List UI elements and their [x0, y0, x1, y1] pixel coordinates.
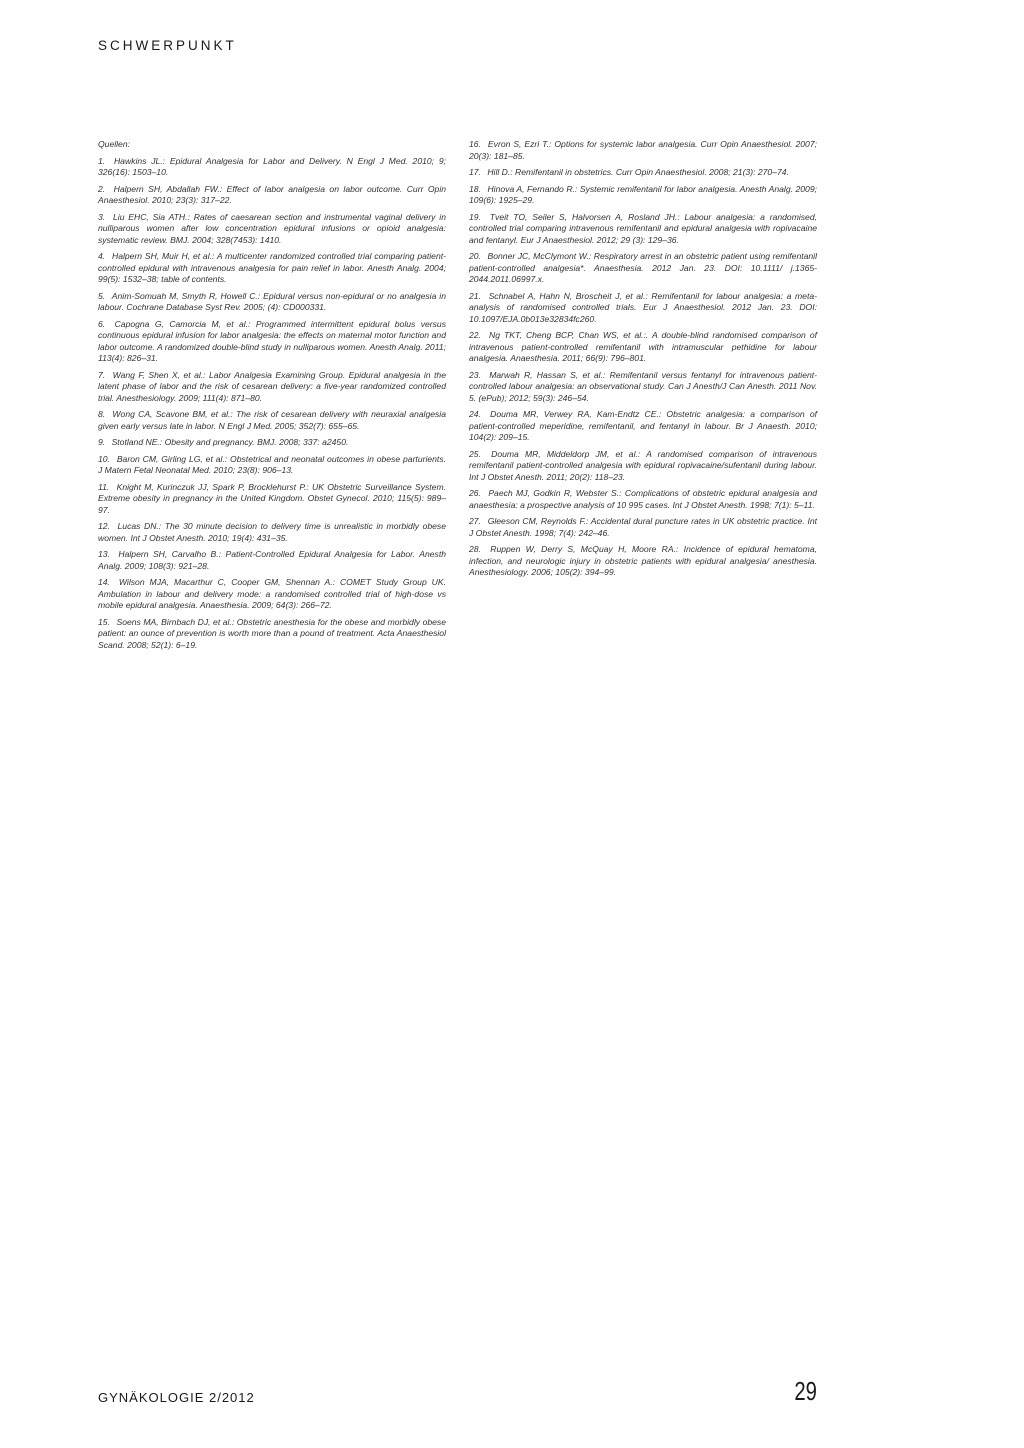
reference-text: Halpern SH, Carvalho B.: Patient-Controlled Epidural Analgesia for Labor. Anesth Analg. 2009; 108(3): 921–28. [98, 549, 446, 571]
reference-entry [469, 516, 817, 539]
reference-entry [469, 544, 817, 579]
reference-number: 13. [98, 549, 110, 559]
reference-entry [98, 251, 446, 286]
reference-text: Gleeson CM, Reynolds F.: Accidental dural puncture rates in UK obstetric practice. Int J Obstet Anesth. 1998; 7(4): 242–46. [469, 516, 817, 538]
reference-text: Ruppen W, Derry S, McQuay H, Moore RA.: Incidence of epidural hematoma, infection, and neurologic injury in obstetric patients with epidural analgesia/ anesthesia. Anesthesiology. 2006; 105(2): 394–99. [469, 544, 818, 577]
reference-entry [469, 409, 817, 444]
reference-number: 22. [469, 330, 481, 340]
reference-text: Knight M, Kurinczuk JJ, Spark P, Brocklehurst P.: UK Obstetric Surveillance System. Extreme obesity in pregnancy in the United Kingdom. Obstet Gynecol. 2010; 115(5): 989–97. [98, 481, 447, 515]
reference-text: Liu EHC, Sia ATH.: Rates of caesarean section and instrumental vaginal delivery in nulliparous women after low concentration epidural infusions or opioid analgesia: systematic review. BMJ. 2004; 328(7453): 1410. [98, 211, 446, 245]
reference-entry [98, 319, 446, 365]
reference-text: Soens MA, Birnbach DJ, et al.: Obstetric anesthesia for the obese and morbidly obese patient: an ounce of prevention is worth more than a pound of treatment. Acta Anaesthesiol Scand. 2008; 52(1): 6–19. [98, 616, 446, 650]
reference-entry [98, 437, 446, 449]
reference-number: 9. [98, 437, 106, 447]
reference-number: 23. [469, 369, 481, 380]
reference-text: Wang F, Shen X, et al.: Labor Analgesia Examining Group. Epidural analgesia in the latent phase of labor and the risk of cesarean delivery: a five-year randomized controlled trial. Anesthesiology. 2009; 111(4): 871–80. [98, 369, 446, 403]
reference-entry [469, 330, 817, 365]
reference-entry [98, 370, 446, 405]
reference-number: 18. [469, 183, 481, 194]
reference-number: 20. [469, 251, 481, 261]
reference-text: Bonner JC, McClymont W.: Respiratory arrest in an obstetric patient using remifentanil patient-controlled analgesia*. Anaesthesia. 2012 Jan. 23. DOI: 10.1111/ j.1365-2044.2011.06997.x. [469, 251, 817, 284]
reference-entry [469, 251, 817, 286]
reference-text: Marwah R, Hassan S, et al.: Remifentanil versus fentanyl for intravenous patient-controlled labour analgesia: an observational study. Can J Anesth/J Can Anesth. 2011 Nov. 5. (ePub); 2012; 59(3): 246–54. [469, 369, 818, 403]
reference-entry [469, 488, 817, 511]
reference-number: 28. [469, 544, 481, 554]
reference-text: Hill D.: Remifentanil in obstetrics. Curr Opin Anaesthesiol. 2008; 21(3): 270–74. [487, 167, 789, 177]
reference-number: 11. [98, 481, 110, 492]
reference-entry [469, 291, 817, 326]
reference-entry [98, 577, 446, 612]
reference-number: 12. [98, 521, 110, 531]
reference-text: Wong CA, Scavone BM, et al.: The risk of cesarean delivery with neuraxial analgesia given early versus late in labor. N Engl J Med. 2005; 352(7): 655–65. [98, 409, 447, 431]
reference-number: 26. [469, 488, 481, 498]
references-column-right [469, 139, 817, 584]
reference-text: Ng TKT, Cheng BCP, Chan WS, et al.:. A double-blind randomised comparison of intravenous patient-controlled remifentanil with intramuscular pethidine for labour analgesia. Anaesthesia. 2011; 66(9): 796–801. [469, 330, 817, 363]
reference-text: Paech MJ, Godkin R, Webster S.: Complications of obstetric epidural analgesia and anaesthesia: a prospective analysis of 10 995 cases. Int J Obstet Anesth. 1998; 7(1): 5–11. [469, 488, 818, 510]
reference-number: 25. [469, 448, 481, 459]
references-label: Quellen: [98, 139, 131, 149]
reference-number: 7. [98, 369, 106, 380]
reference-entry [469, 167, 817, 179]
reference-number: 16. [469, 139, 481, 149]
reference-entry [469, 449, 817, 484]
reference-number: 17. [469, 167, 481, 177]
reference-text: Anim-Somuah M, Smyth R, Howell C.: Epidural versus non-epidural or no analgesia in labour. Cochrane Database Syst Rev. 2005; (4): CD000331. [98, 290, 446, 312]
reference-number: 27. [469, 516, 481, 526]
reference-entry [469, 212, 817, 247]
reference-text: Evron S, Ezri T.: Options for systemic labor analgesia. Curr Opin Anaesthesiol. 2007; 20(3): 181–85. [469, 139, 818, 161]
reference-entry [469, 370, 817, 405]
page-number: 29 [794, 1376, 817, 1406]
reference-text: Douma MR, Middeldorp JM, et al.: A randomised comparison of intravenous remifentanil patient-controlled analgesia with epidural ropivacaine/sufentanil during labour. Int J Obstet Anesth. 2011; 20(2): 118–23. [469, 448, 818, 482]
reference-entry [98, 291, 446, 314]
reference-text: Wilson MJA, Macarthur C, Cooper GM, Shennan A.: COMET Study Group UK. Ambulation in labour and delivery mode: a randomised controlled trial of high-dose vs mobile epidural analgesia. Anaesthesia. 2009; 64(3): 266–72. [98, 577, 446, 610]
journal-issue: GYNÄKOLOGIE 2/2012 [98, 1390, 255, 1405]
reference-number: 4. [98, 251, 106, 261]
reference-entry [98, 549, 446, 572]
reference-number: 1. [98, 155, 106, 166]
reference-number: 10. [98, 453, 110, 464]
reference-entry [98, 156, 446, 179]
reference-number: 6. [98, 318, 106, 329]
reference-text: Baron CM, Girling LG, et al.: Obstetrical and neonatal outcomes in obese parturients. J Matern Fetal Neonatal Med. 2010; 23(8): 906–13. [98, 453, 446, 475]
reference-entry [98, 454, 446, 477]
reference-text: Halpern SH, Abdallah FW.: Effect of labor analgesia on labor outcome. Curr Opin Anaesthesiol. 2010; 23(3): 317–22. [98, 183, 447, 205]
reference-number: 21. [469, 290, 481, 301]
reference-number: 15. [98, 616, 110, 627]
reference-text: Schnabel A, Hahn N, Broscheit J, et al.: Remifentanil for labour analgesia: a meta-analysis of randomised controlled trials. Eur J Anaesthesiol. 2012 Jan. 23. DOI: 10.1097/EJA.0b013e32834fc260. [469, 290, 817, 324]
section-header: SCHWERPUNKT [98, 38, 237, 53]
reference-list-right [469, 139, 817, 579]
reference-text: Halpern SH, Muir H, et al.: A multicenter randomized controlled trial comparing patient-controlled epidural with intravenous analgesia for pain relief in labor. Anesth Analg. 2004; 99(5): 1532–38; table of contents. [98, 251, 446, 284]
reference-text: Stotland NE.: Obesity and pregnancy. BMJ. 2008; 337: a2450. [111, 437, 349, 447]
reference-entry [98, 482, 446, 517]
reference-text: Capogna G, Camorcia M, et al.: Programmed intermittent epidural bolus versus continuous epidural infusion for labor analgesia: the effects on maternal motor function and labor outcome. A randomized double-blind study in nulliparous women. Anesth Analg. 2011; 113(4): 826–31. [98, 318, 447, 363]
reference-entry [469, 139, 817, 162]
reference-text: Hinova A, Fernando R.: Systemic remifentanil for labor analgesia. Anesth Analg. 2009; 109(6): 1925–29. [469, 183, 817, 205]
reference-entry [469, 184, 817, 207]
reference-entry [98, 212, 446, 247]
reference-number: 8. [98, 409, 106, 419]
reference-number: 2. [98, 183, 106, 194]
reference-entry [98, 184, 446, 207]
reference-entry [98, 521, 446, 544]
reference-entry [98, 409, 446, 432]
reference-number: 3. [98, 211, 106, 222]
reference-number: 14. [98, 577, 110, 587]
reference-text: Lucas DN.: The 30 minute decision to delivery time is unrealistic in morbidly obese women. Int J Obstet Anesth. 2010; 19(4): 431–35. [98, 521, 446, 543]
reference-number: 19. [469, 211, 481, 222]
reference-text: Tveit TO, Seiler S, Halvorsen A, Rosland JH.: Labour analgesia: a randomised, controlled trial comparing intravenous remifentanil and epidural analgesia with ropivacaine and fentanyl. Eur J Anaesthesiol. 2012; 29 (3): 129–36. [469, 211, 818, 245]
reference-number: 5. [98, 290, 106, 301]
references-column-left [98, 139, 446, 656]
reference-text: Hawkins JL.: Epidural Analgesia for Labor and Delivery. N Engl J Med. 2010; 9; 326(16): 1503–10. [98, 155, 446, 177]
reference-entry [98, 617, 446, 652]
reference-list-left [98, 156, 446, 652]
reference-number: 24. [469, 409, 481, 419]
reference-text: Douma MR, Verwey RA, Kam-Endtz CE.: Obstetric analgesia: a comparison of patient-controlled meperidine, remifentanil, and fentanyl in labour. Br J Anaesth. 2010; 104(2): 209–15. [469, 409, 817, 442]
